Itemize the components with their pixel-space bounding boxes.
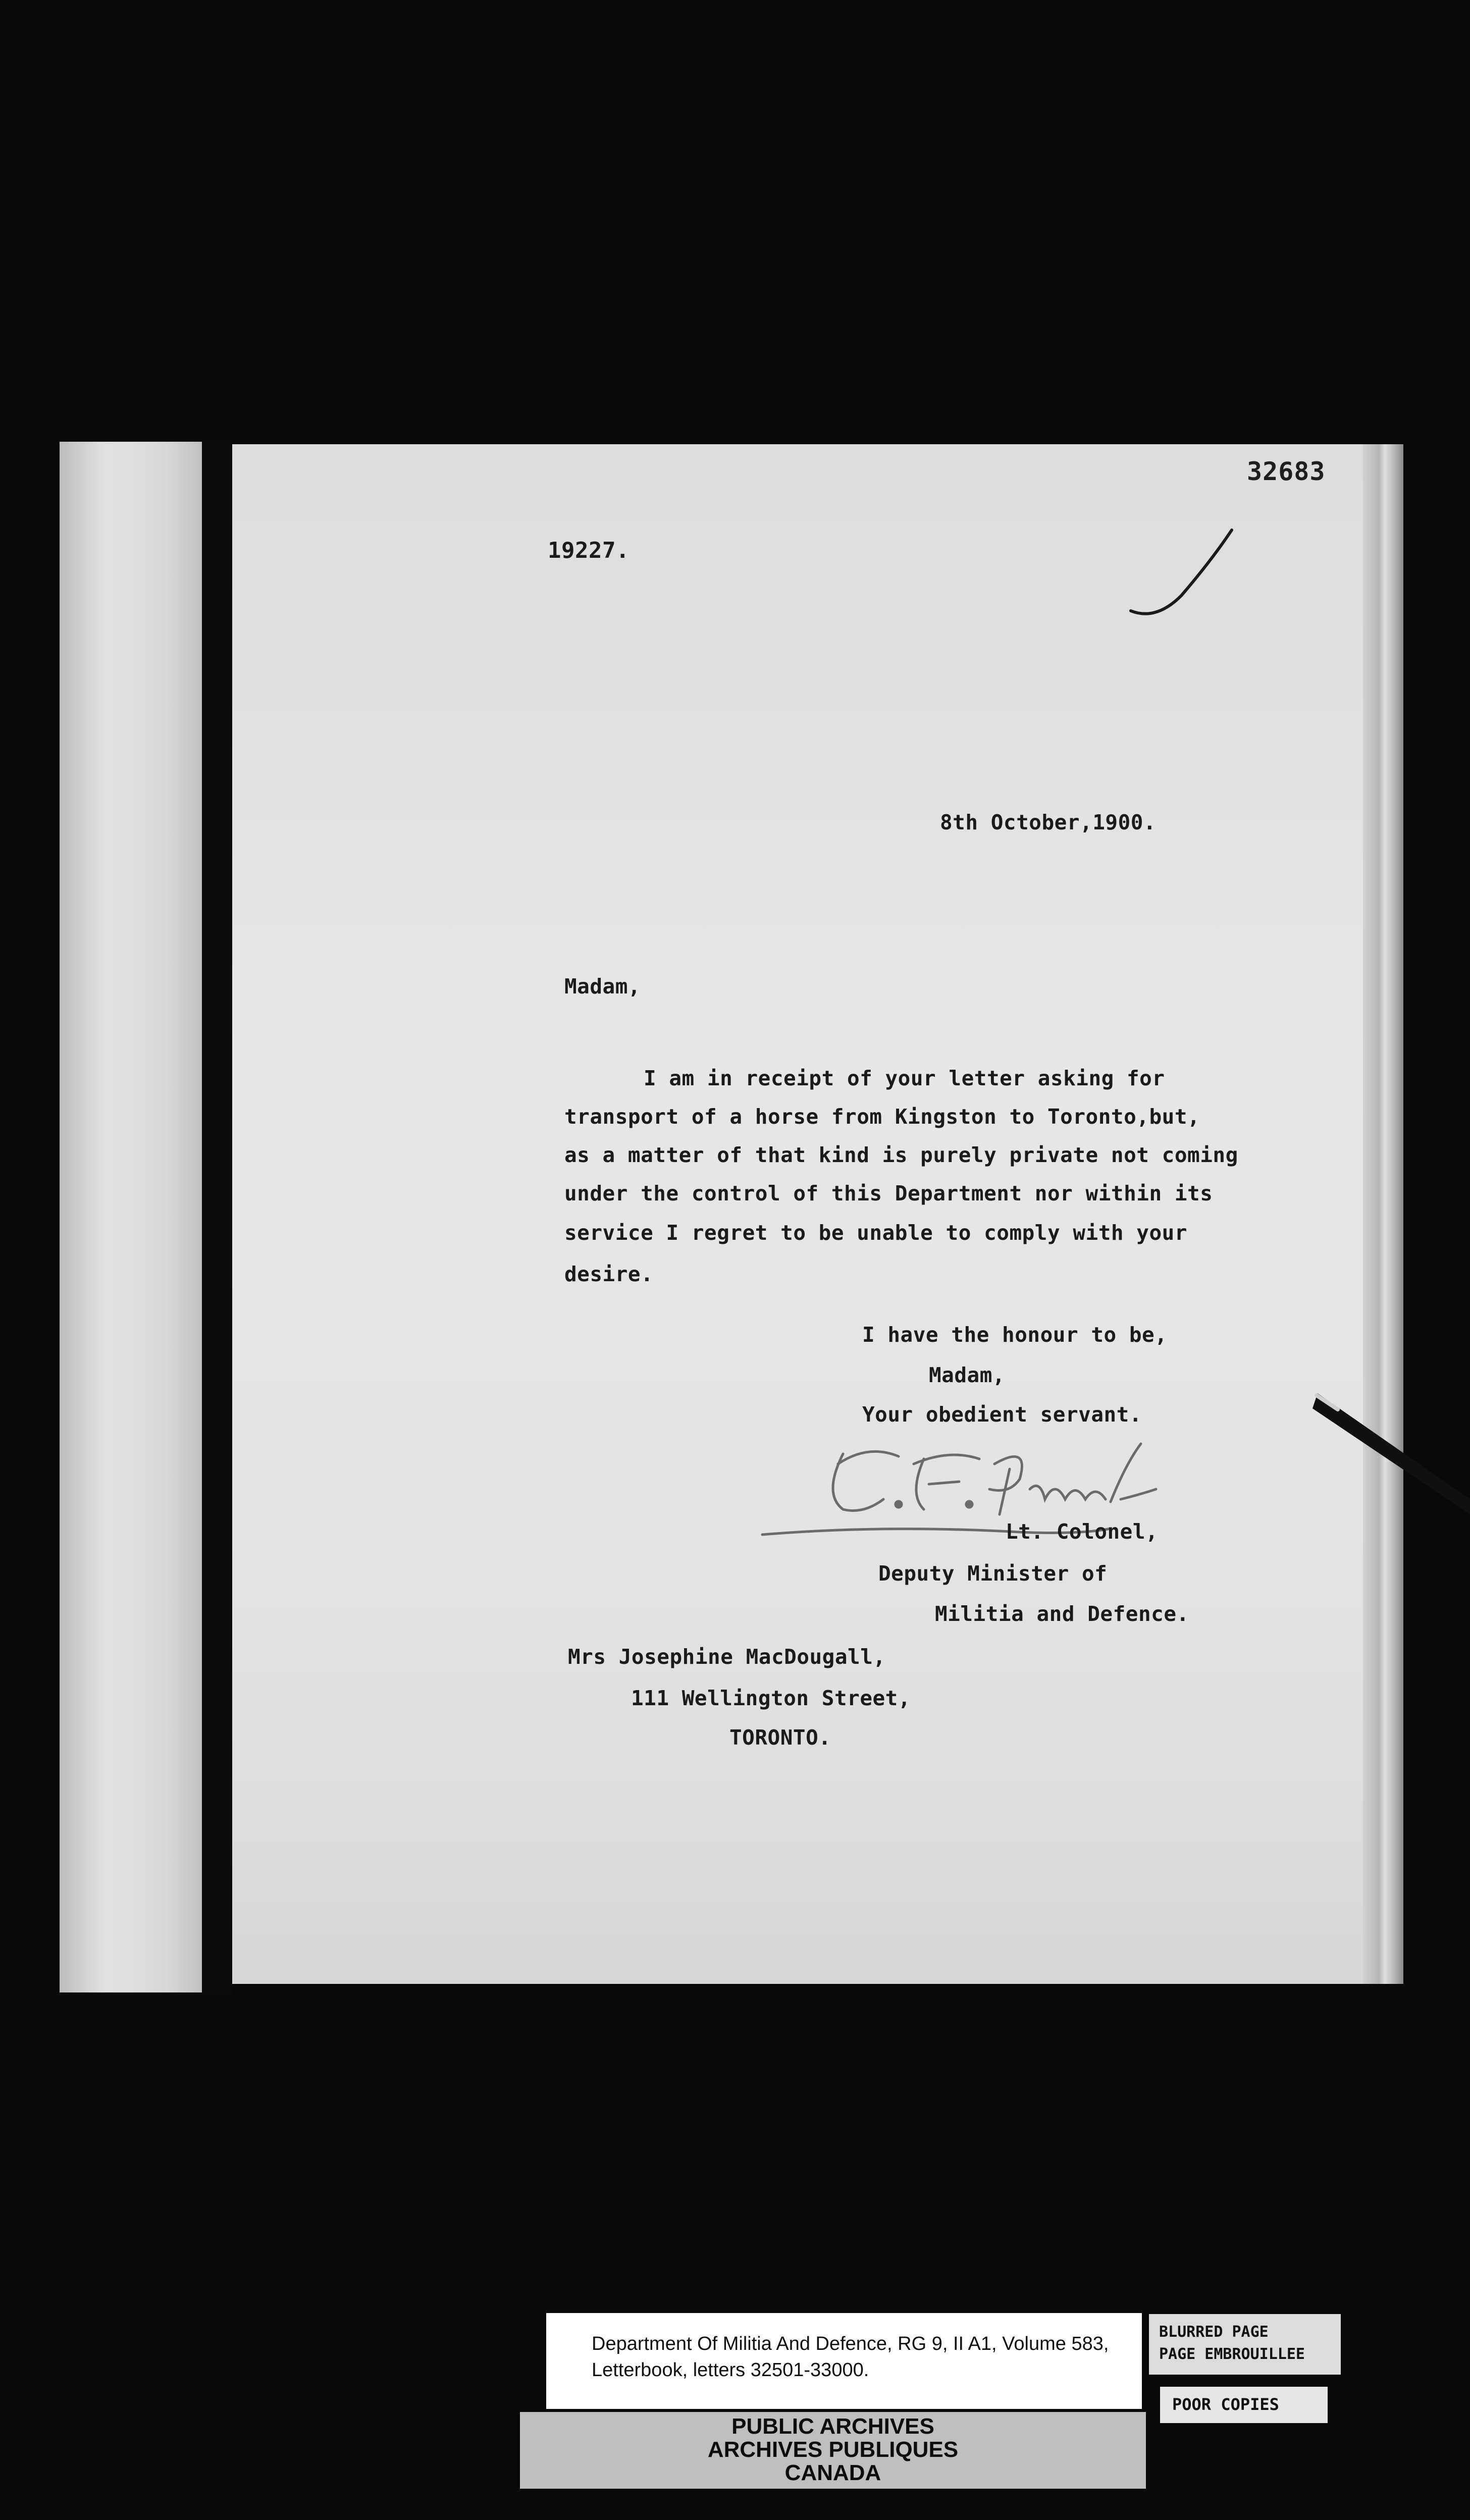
public-archives-label — [520, 2412, 1146, 2489]
archives-line: PUBLIC ARCHIVES — [731, 2414, 934, 2439]
body-line: I am in receipt of your letter asking for — [644, 1066, 1165, 1090]
body-line: desire. — [564, 1262, 654, 1286]
pen — [1307, 1383, 1470, 1514]
addressee-street: 111 Wellington Street, — [631, 1686, 911, 1710]
archive-reference-label — [546, 2313, 1142, 2409]
reference-line: Department Of Militia And Defence, RG 9, II A1, Volume 583, — [592, 2333, 1109, 2354]
archives-line: CANADA — [784, 2460, 881, 2485]
blurred-line: PAGE EMBROUILLEE — [1159, 2345, 1305, 2363]
body-line: service I regret to be unable to comply with your — [564, 1221, 1188, 1245]
poor-copies-text: POOR COPIES — [1172, 2395, 1279, 2414]
closing-line: I have the honour to be, — [862, 1323, 1168, 1347]
archives-line: ARCHIVES PUBLIQUES — [707, 2437, 959, 2462]
page-number-stamp: 32683 — [1247, 457, 1326, 486]
page-edge — [1363, 444, 1403, 1984]
addressee-name: Mrs Josephine MacDougall, — [568, 1645, 886, 1669]
letter-date: 8th October,1900. — [940, 810, 1157, 834]
poor-copies-label — [1160, 2387, 1328, 2423]
salutation: Madam, — [564, 974, 641, 999]
body-line: as a matter of that kind is purely private not coming — [564, 1143, 1238, 1167]
addressee-city: TORONTO. — [729, 1725, 831, 1750]
signer-title: Deputy Minister of — [878, 1561, 1108, 1586]
signer-rank: Lt. Colonel, — [1006, 1519, 1159, 1544]
blurred-page-label — [1149, 2314, 1341, 2375]
file-number: 19227. — [548, 538, 629, 563]
body-line: transport of a horse from Kingston to Toronto,but, — [564, 1105, 1200, 1129]
binding-gap — [202, 439, 232, 1994]
signer-title: Militia and Defence. — [935, 1602, 1189, 1626]
letter-page — [232, 444, 1383, 1984]
closing-line: Your obedient servant. — [862, 1402, 1142, 1427]
previous-page-strip — [60, 442, 211, 1992]
closing-line: Madam, — [929, 1363, 1006, 1387]
blurred-line: BLURRED PAGE — [1159, 2323, 1269, 2341]
body-line: under the control of this Department nor within its — [564, 1181, 1213, 1205]
reference-line: Letterbook, letters 32501-33000. — [592, 2359, 869, 2381]
check-mark — [1126, 525, 1237, 626]
